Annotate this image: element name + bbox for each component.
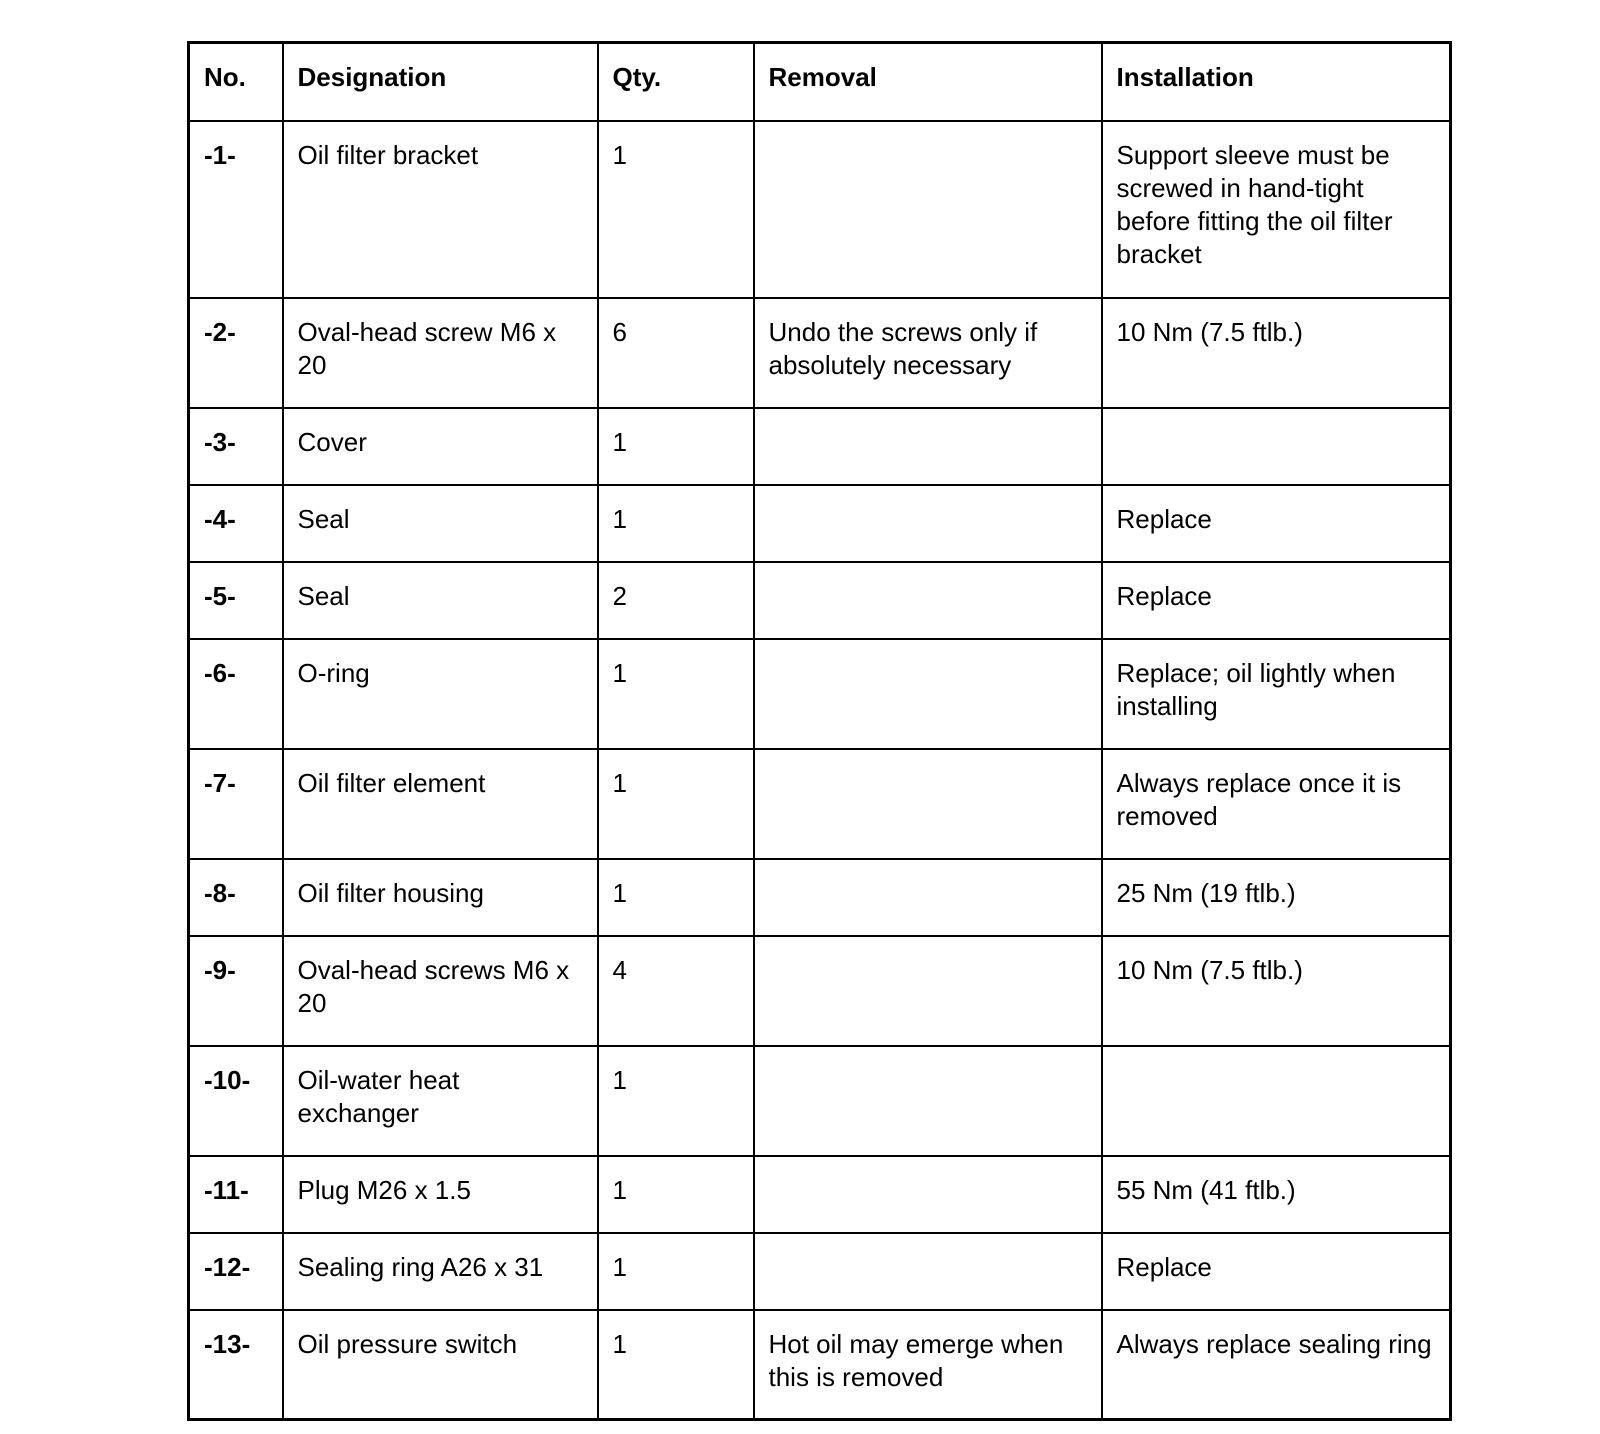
cell-no: -11-	[189, 1156, 283, 1233]
table-row	[189, 121, 1451, 298]
cell-designation: Oil-water heat exchanger	[283, 1046, 598, 1156]
cell-no: -2-	[189, 298, 283, 408]
header-designation: Designation	[283, 43, 598, 121]
cell-installation: 55 Nm (41 ftlb.)	[1102, 1156, 1451, 1233]
table-row	[189, 749, 1451, 859]
cell-qty: 4	[598, 936, 754, 1046]
table-row	[189, 408, 1451, 485]
table-row	[189, 859, 1451, 936]
cell-removal	[754, 485, 1102, 562]
cell-designation: Oil pressure switch	[283, 1310, 598, 1420]
cell-no: -7-	[189, 749, 283, 859]
table-header-row	[189, 43, 1451, 121]
table-row	[189, 936, 1451, 1046]
cell-removal	[754, 121, 1102, 298]
cell-no: -4-	[189, 485, 283, 562]
cell-designation: O-ring	[283, 639, 598, 749]
cell-removal	[754, 859, 1102, 936]
table-row	[189, 1310, 1451, 1420]
cell-removal	[754, 639, 1102, 749]
table-row	[189, 1156, 1451, 1233]
table-row	[189, 1046, 1451, 1156]
cell-installation	[1102, 1046, 1451, 1156]
cell-designation: Seal	[283, 562, 598, 639]
header-installation: Installation	[1102, 43, 1451, 121]
cell-designation: Oval-head screw M6 x 20	[283, 298, 598, 408]
cell-designation: Oval-head screws M6 x 20	[283, 936, 598, 1046]
cell-removal: Undo the screws only if absolutely necessary	[754, 298, 1102, 408]
parts-table	[187, 41, 1452, 1421]
cell-designation: Seal	[283, 485, 598, 562]
table-row	[189, 298, 1451, 408]
cell-qty: 6	[598, 298, 754, 408]
table-row	[189, 562, 1451, 639]
table-row	[189, 639, 1451, 749]
table-row	[189, 1233, 1451, 1310]
cell-no: -1-	[189, 121, 283, 298]
cell-removal	[754, 936, 1102, 1046]
cell-qty: 1	[598, 408, 754, 485]
cell-removal	[754, 1046, 1102, 1156]
header-qty: Qty.	[598, 43, 754, 121]
cell-removal	[754, 1156, 1102, 1233]
cell-installation: Replace; oil lightly when installing	[1102, 639, 1451, 749]
cell-designation: Sealing ring A26 x 31	[283, 1233, 598, 1310]
cell-installation: Replace	[1102, 1233, 1451, 1310]
cell-qty: 1	[598, 1310, 754, 1420]
cell-qty: 1	[598, 749, 754, 859]
cell-designation: Oil filter housing	[283, 859, 598, 936]
cell-installation: Replace	[1102, 562, 1451, 639]
cell-qty: 2	[598, 562, 754, 639]
cell-designation: Cover	[283, 408, 598, 485]
cell-no: -3-	[189, 408, 283, 485]
cell-qty: 1	[598, 485, 754, 562]
cell-qty: 1	[598, 1233, 754, 1310]
cell-installation: Always replace once it is removed	[1102, 749, 1451, 859]
cell-installation: Replace	[1102, 485, 1451, 562]
cell-removal: Hot oil may emerge when this is removed	[754, 1310, 1102, 1420]
cell-installation: Support sleeve must be screwed in hand-tight before fitting the oil filter bracket	[1102, 121, 1451, 298]
cell-no: -10-	[189, 1046, 283, 1156]
cell-no: -12-	[189, 1233, 283, 1310]
cell-installation: 10 Nm (7.5 ftlb.)	[1102, 936, 1451, 1046]
cell-no: -13-	[189, 1310, 283, 1420]
cell-designation: Plug M26 x 1.5	[283, 1156, 598, 1233]
cell-removal	[754, 408, 1102, 485]
cell-removal	[754, 1233, 1102, 1310]
cell-removal	[754, 749, 1102, 859]
header-no: No.	[189, 43, 283, 121]
cell-qty: 1	[598, 639, 754, 749]
cell-no: -8-	[189, 859, 283, 936]
cell-qty: 1	[598, 859, 754, 936]
cell-installation: 10 Nm (7.5 ftlb.)	[1102, 298, 1451, 408]
cell-installation	[1102, 408, 1451, 485]
parts-table-container	[187, 41, 1449, 1421]
cell-qty: 1	[598, 121, 754, 298]
cell-installation: Always replace sealing ring	[1102, 1310, 1451, 1420]
cell-qty: 1	[598, 1156, 754, 1233]
cell-removal	[754, 562, 1102, 639]
cell-installation: 25 Nm (19 ftlb.)	[1102, 859, 1451, 936]
cell-designation: Oil filter bracket	[283, 121, 598, 298]
cell-no: -9-	[189, 936, 283, 1046]
cell-qty: 1	[598, 1046, 754, 1156]
cell-no: -5-	[189, 562, 283, 639]
cell-designation: Oil filter element	[283, 749, 598, 859]
table-row	[189, 485, 1451, 562]
header-removal: Removal	[754, 43, 1102, 121]
cell-no: -6-	[189, 639, 283, 749]
